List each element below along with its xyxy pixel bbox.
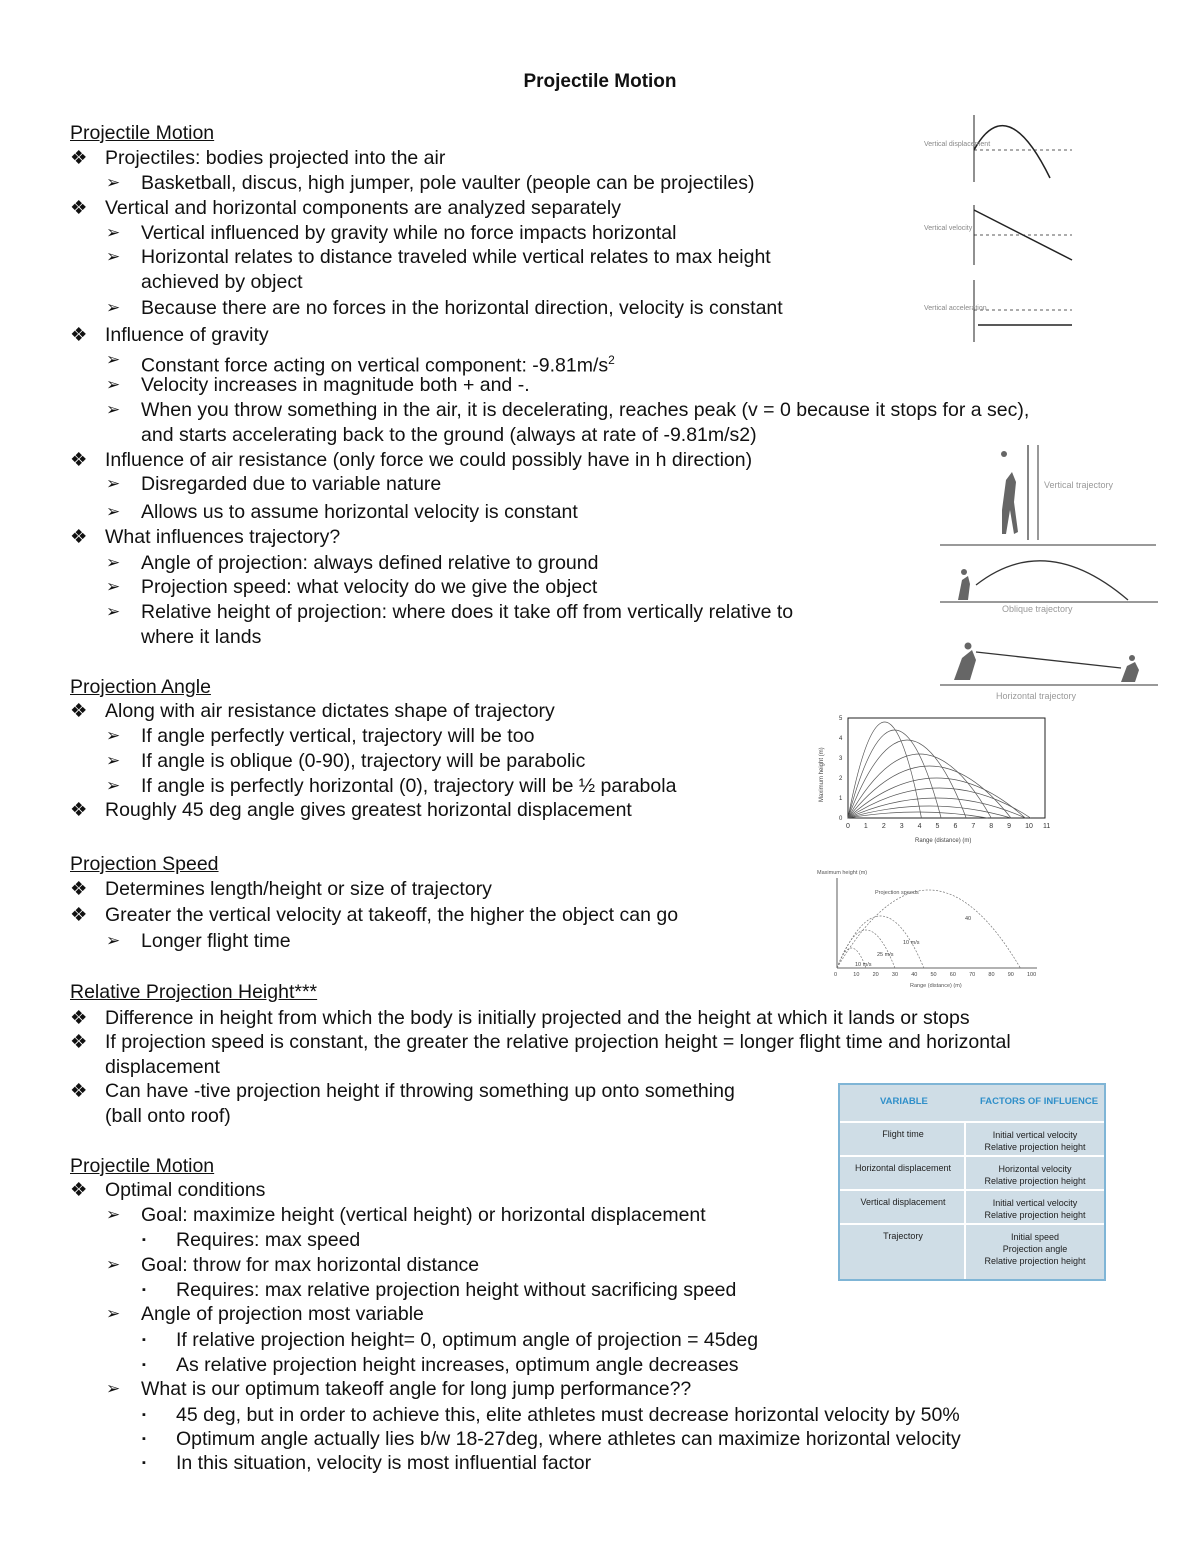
square-bullet-icon: ▪ bbox=[142, 1433, 146, 1445]
graph-label-acceleration: Vertical acceleration bbox=[924, 305, 987, 312]
x-axis-label: Range (distance) (m) bbox=[915, 838, 972, 844]
arrow-bullet-icon: ➢ bbox=[106, 247, 121, 266]
thrower-figure-icon bbox=[958, 576, 970, 600]
sub-sub-bullet: ▪ 45 deg, but in order to achieve this, elite athletes must decrease horizontal velocity by 50% bbox=[142, 1404, 960, 1426]
arrow-bullet-icon: ➢ bbox=[106, 298, 121, 317]
sub-bullet: ➢ Because there are no forces in the horizontal direction, velocity is constant bbox=[106, 297, 783, 319]
arrow-bullet-icon: ➢ bbox=[106, 751, 121, 770]
label-vertical-trajectory: Vertical trajectory bbox=[1044, 480, 1114, 490]
sub-bullet: ➢ Longer flight time bbox=[106, 930, 291, 952]
diamond-bullet-icon: ❖ bbox=[70, 878, 88, 900]
y-axis-label: Maximum height (m) bbox=[819, 747, 825, 802]
x-tick-label: 90 bbox=[1007, 972, 1014, 978]
sub-bullet: ➢ Goal: throw for max horizontal distance bbox=[106, 1254, 480, 1276]
oblique-trajectory bbox=[940, 561, 1158, 602]
sub-sub-bullet: ▪ In this situation, velocity is most influential factor bbox=[142, 1452, 592, 1474]
x-tick-label: 80 bbox=[988, 972, 995, 978]
diamond-bullet-icon: ❖ bbox=[70, 700, 88, 722]
square-bullet-icon: ▪ bbox=[142, 1359, 146, 1371]
header-factors: FACTORS OF INFLUENCE bbox=[980, 1096, 1099, 1107]
y-tick-label: 5 bbox=[839, 716, 843, 722]
arrow-bullet-icon: ➢ bbox=[106, 375, 121, 394]
x-tick-label: 100 bbox=[1027, 972, 1037, 978]
speed-label: 40 bbox=[965, 916, 972, 922]
x-tick-label: 60 bbox=[949, 972, 956, 978]
x-tick-label: 11 bbox=[1043, 823, 1051, 830]
sub-bullet: ➢ If angle is perfectly horizontal (0), trajectory will be ½ parabola bbox=[106, 775, 677, 797]
table-row: Horizontal displacement Horizontal velocity Relative projection height bbox=[840, 1155, 1104, 1191]
sub-bullet: ➢ Constant force acting on vertical component: $-9.81m/s^2$ bbox=[106, 350, 615, 377]
y-tick-label: 0 bbox=[839, 816, 843, 822]
bullet: ❖ Optimal conditions bbox=[70, 1179, 266, 1201]
table-row: Flight time Initial vertical velocity Relative projection height bbox=[840, 1121, 1104, 1157]
x-tick-label: 10 bbox=[1025, 823, 1033, 830]
sub-bullet: ➢ If angle is oblique (0-90), trajectory will be parabolic bbox=[106, 750, 586, 772]
diamond-bullet-icon: ❖ bbox=[70, 904, 88, 926]
bullet: ❖ Determines length/height or size of trajectory bbox=[70, 878, 492, 900]
sub-bullet: ➢ What is our optimum takeoff angle for long jump performance?? bbox=[106, 1378, 692, 1400]
speed-trajectory-curve bbox=[837, 890, 1020, 968]
speed-label: 10 m/s bbox=[903, 940, 920, 946]
bullet: ❖ Influence of gravity bbox=[70, 324, 269, 346]
sub-bullet-continuation: where it lands bbox=[141, 626, 262, 648]
label-horizontal-trajectory: Horizontal trajectory bbox=[996, 691, 1077, 701]
arrow-bullet-icon: ➢ bbox=[106, 553, 121, 572]
sub-bullet: ➢ Goal: maximize height (vertical height) or horizontal displacement bbox=[106, 1204, 706, 1226]
bullet: ❖ Along with air resistance dictates shape of trajectory bbox=[70, 700, 555, 722]
section-heading-projection-angle: Projection Angle bbox=[70, 676, 211, 698]
graph-label-displacement: Vertical displacement bbox=[924, 141, 991, 148]
sub-sub-bullet: ▪ As relative projection height increases, optimum angle decreases bbox=[142, 1354, 739, 1376]
bullet: ❖ Influence of air resistance (only force we could possibly have in h direction) bbox=[70, 449, 753, 471]
diamond-bullet-icon: ❖ bbox=[70, 197, 88, 219]
acceleration-graph bbox=[974, 280, 1072, 342]
x-tick-label: 3 bbox=[899, 823, 904, 830]
x-tick-label: 7 bbox=[971, 823, 976, 830]
x-tick-label: 40 bbox=[911, 972, 918, 978]
diamond-bullet-icon: ❖ bbox=[70, 1031, 88, 1053]
athlete-figure-icon bbox=[1002, 472, 1018, 534]
sub-sub-bullet: ▪ If relative projection height= 0, optimum angle of projection = 45deg bbox=[142, 1329, 759, 1351]
sub-sub-bullet: ▪ Requires: max speed bbox=[142, 1229, 361, 1251]
section-heading-projectile-motion-2: Projectile Motion bbox=[70, 1155, 215, 1177]
sub-bullet: ➢ Angle of projection: always defined relative to ground bbox=[106, 552, 599, 574]
sub-bullet-continuation: achieved by object bbox=[141, 271, 303, 293]
vertical-trajectory bbox=[940, 445, 1156, 545]
x-tick-label: 9 bbox=[1007, 823, 1012, 830]
legend-title: Projection speeds bbox=[875, 890, 919, 896]
square-bullet-icon: ▪ bbox=[142, 1234, 146, 1246]
trajectory-types-figure bbox=[936, 440, 1161, 705]
factors-table bbox=[838, 1083, 1106, 1281]
arrow-bullet-icon: ➢ bbox=[106, 400, 121, 419]
bullet: ❖ What influences trajectory? bbox=[70, 526, 341, 548]
header-variable: VARIABLE bbox=[880, 1096, 928, 1107]
x-tick-label: 0 bbox=[834, 972, 838, 978]
arrow-bullet-icon: ➢ bbox=[106, 1205, 121, 1224]
bullet-continuation: (ball onto roof) bbox=[105, 1105, 231, 1127]
sub-bullet: ➢ Velocity increases in magnitude both + and -. bbox=[106, 374, 530, 396]
catcher-figure-icon bbox=[1121, 662, 1139, 682]
arrow-bullet-icon: ➢ bbox=[106, 1255, 121, 1274]
bullet: ❖ Vertical and horizontal components are analyzed separately bbox=[70, 197, 621, 219]
x-tick-label: 30 bbox=[891, 972, 899, 978]
sub-bullet-continuation: and starts accelerating back to the ground (always at rate of -9.81m/s2) bbox=[141, 424, 757, 446]
label-oblique-trajectory: Oblique trajectory bbox=[1002, 604, 1073, 614]
square-bullet-icon: ▪ bbox=[142, 1409, 146, 1421]
arrow-bullet-icon: ➢ bbox=[106, 577, 121, 596]
section-heading-projectile-motion: Projectile Motion bbox=[70, 122, 215, 144]
x-tick-label: 50 bbox=[930, 972, 937, 978]
table-header bbox=[840, 1085, 1104, 1121]
diamond-bullet-icon: ❖ bbox=[70, 449, 88, 471]
square-bullet-icon: ▪ bbox=[142, 1284, 146, 1296]
sub-bullet: ➢ When you throw something in the air, it is decelerating, reaches peak (v = 0 because it stops for a sec), bbox=[106, 399, 1030, 421]
arrow-bullet-icon: ➢ bbox=[106, 173, 121, 192]
bullet-continuation: displacement bbox=[105, 1056, 220, 1078]
bullet: ❖ Greater the vertical velocity at takeoff, the higher the object can go bbox=[70, 904, 679, 926]
table-row: Vertical displacement Initial vertical velocity Relative projection height bbox=[840, 1189, 1104, 1225]
bullet: ❖ Roughly 45 deg angle gives greatest horizontal displacement bbox=[70, 799, 632, 821]
diamond-bullet-icon: ❖ bbox=[70, 1080, 88, 1102]
bullet: ❖ If projection speed is constant, the greater the relative projection height = longer flight time and horizontal bbox=[70, 1031, 1011, 1053]
arrow-bullet-icon: ➢ bbox=[106, 223, 121, 242]
section-heading-projection-speed: Projection Speed bbox=[70, 853, 219, 875]
x-axis-label: Range (distance) (m) bbox=[910, 983, 962, 989]
sub-sub-bullet: ▪ Optimum angle actually lies b/w 18-27deg, where athletes can maximize horizontal velocity bbox=[142, 1428, 961, 1450]
arrow-bullet-icon: ➢ bbox=[106, 602, 121, 621]
horizontal-trajectory bbox=[940, 643, 1158, 686]
diamond-bullet-icon: ❖ bbox=[70, 1007, 88, 1029]
arrow-bullet-icon: ➢ bbox=[106, 502, 121, 521]
x-tick-label: 10 bbox=[853, 972, 860, 978]
arrow-bullet-icon: ➢ bbox=[106, 1304, 121, 1323]
y-tick-label: 4 bbox=[839, 736, 843, 742]
sub-bullet: ➢ Projection speed: what velocity do we give the object bbox=[106, 576, 598, 598]
sub-bullet: ➢ Allows us to assume horizontal velocity is constant bbox=[106, 501, 578, 523]
x-tick-label: 5 bbox=[935, 823, 940, 830]
x-tick-label: 0 bbox=[846, 823, 850, 830]
y-tick-label: 1 bbox=[839, 796, 843, 802]
bullet: ❖ Can have -tive projection height if throwing something up onto something bbox=[70, 1080, 735, 1102]
arrow-bullet-icon: ➢ bbox=[106, 931, 121, 950]
sub-bullet: ➢ Basketball, discus, high jumper, pole vaulter (people can be projectiles) bbox=[106, 172, 755, 194]
page-title: Projectile Motion bbox=[523, 71, 677, 92]
x-tick-label: 6 bbox=[953, 823, 958, 830]
kinematics-graphs-figure bbox=[922, 110, 1097, 350]
bullet: ❖ Difference in height from which the body is initially projected and the height at which it lands or stops bbox=[70, 1007, 970, 1029]
y-axis-label: Maximum height (m) bbox=[817, 870, 868, 876]
section-heading-relative-projection-height: Relative Projection Height*** bbox=[70, 981, 318, 1003]
sub-bullet: ➢ Vertical influenced by gravity while no force impacts horizontal bbox=[106, 222, 677, 244]
arrow-bullet-icon: ➢ bbox=[106, 350, 121, 369]
speed-label: 10 m/s bbox=[855, 962, 872, 968]
x-tick-label: 8 bbox=[989, 823, 994, 830]
graph-label-velocity: Vertical velocity bbox=[924, 225, 973, 232]
trajectory-curve bbox=[848, 722, 921, 818]
sub-bullet: ➢ Relative height of projection: where does it take off from vertically relative to bbox=[106, 601, 794, 623]
x-tick-label: 1 bbox=[863, 823, 868, 830]
speed-label: 25 m/s bbox=[877, 952, 894, 958]
arrow-bullet-icon: ➢ bbox=[106, 776, 121, 795]
square-bullet-icon: ▪ bbox=[142, 1334, 146, 1346]
diamond-bullet-icon: ❖ bbox=[70, 324, 88, 346]
diamond-bullet-icon: ❖ bbox=[70, 147, 88, 169]
trajectory-curve bbox=[848, 788, 1031, 818]
sub-bullet: ➢ Angle of projection most variable bbox=[106, 1303, 424, 1325]
velocity-graph bbox=[974, 205, 1072, 265]
square-bullet-icon: ▪ bbox=[142, 1457, 146, 1469]
displacement-graph bbox=[974, 115, 1072, 182]
x-tick-label: 20 bbox=[872, 972, 879, 978]
x-tick-label: 2 bbox=[881, 823, 886, 830]
arrow-bullet-icon: ➢ bbox=[106, 1379, 121, 1398]
bullet: ❖ Projectiles: bodies projected into the air bbox=[70, 147, 446, 169]
diamond-bullet-icon: ❖ bbox=[70, 526, 88, 548]
y-tick-label: 3 bbox=[839, 756, 843, 762]
sub-bullet: ➢ If angle perfectly vertical, trajectory will be too bbox=[106, 725, 535, 747]
diamond-bullet-icon: ❖ bbox=[70, 1179, 88, 1201]
sub-bullet: ➢ Disregarded due to variable nature bbox=[106, 473, 442, 495]
projection-speed-chart bbox=[815, 868, 1050, 990]
diamond-bullet-icon: ❖ bbox=[70, 799, 88, 821]
x-tick-label: 4 bbox=[917, 823, 922, 830]
pitcher-figure-icon bbox=[954, 650, 976, 680]
arrow-bullet-icon: ➢ bbox=[106, 474, 121, 493]
projection-angle-chart bbox=[815, 712, 1055, 847]
sub-sub-bullet: ▪ Requires: max relative projection height without sacrificing speed bbox=[142, 1279, 737, 1301]
y-tick-label: 2 bbox=[839, 776, 843, 782]
sub-bullet: ➢ Horizontal relates to distance traveled while vertical relates to max height bbox=[106, 246, 771, 268]
arrow-bullet-icon: ➢ bbox=[106, 726, 121, 745]
table-row: Trajectory Initial speed Projection angle Relative projection height bbox=[840, 1223, 1104, 1281]
x-tick-label: 70 bbox=[969, 972, 976, 978]
